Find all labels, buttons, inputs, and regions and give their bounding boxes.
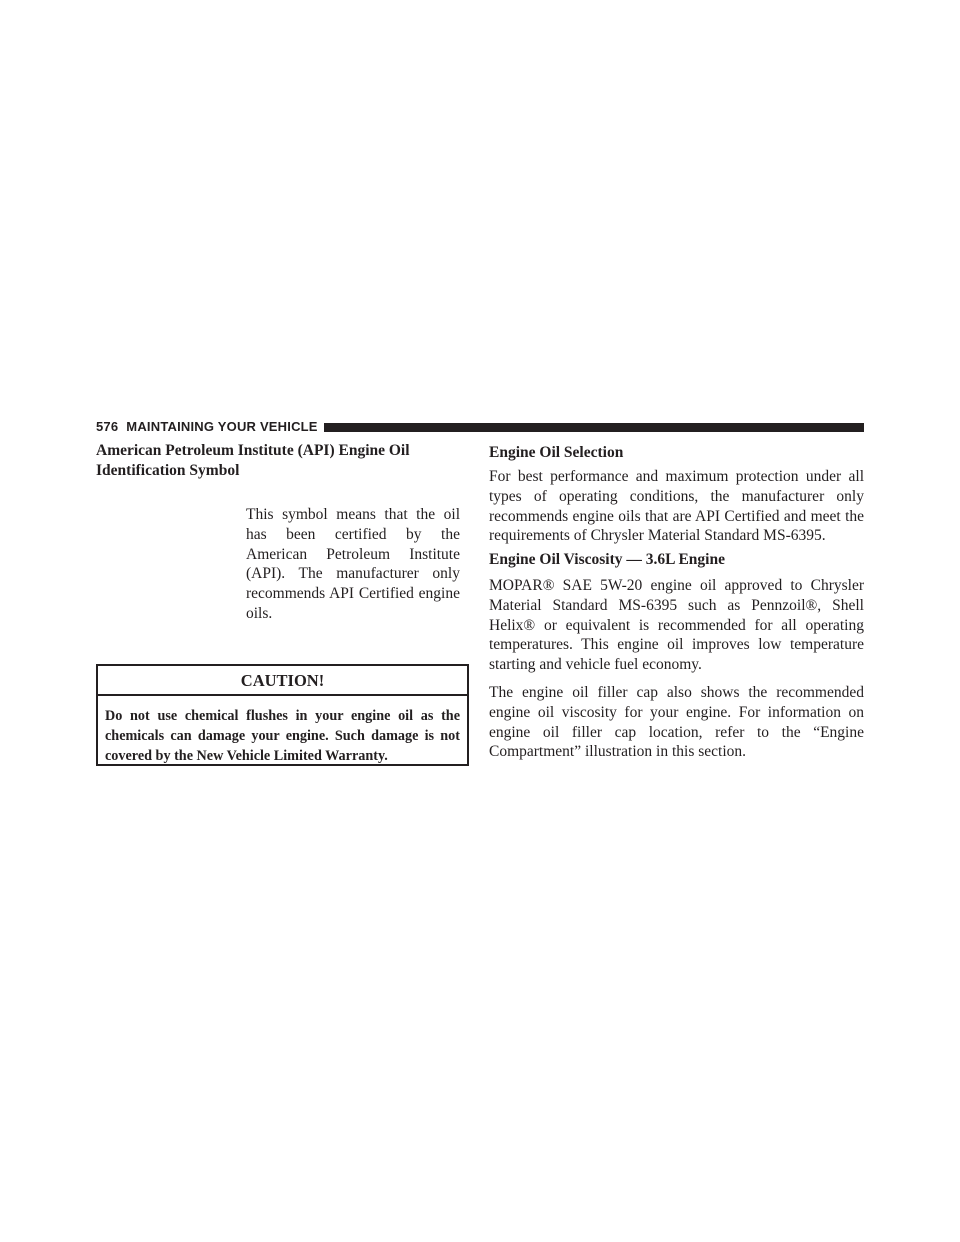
filler-cap-paragraph: The engine oil filler cap also shows the recommended engine oil viscosity for your engine. For information on engine oil filler cap location, refer to the “Engine Compartment” illustration in this section. bbox=[489, 684, 864, 761]
caution-box bbox=[96, 664, 469, 766]
oil-viscosity-paragraph: MOPAR® SAE 5W-20 engine oil approved to Chrysler Material Standard MS-6395 such as Pennzoil®, Shell Helix® or equivalent is recommended for all operating temperatures. This engine oil improves low temperature starting and vehicle fuel economy. bbox=[489, 577, 864, 674]
api-symbol-description: This symbol means that the oil has been certified by the American Petroleum Institute (API). The manufacturer only recommends API Certified engine oils. bbox=[246, 506, 460, 622]
caution-body: Do not use chemical flushes in your engine oil as the chemicals can damage your engine. Such damage is not covered by the New Vehicle Limited Warranty. bbox=[105, 708, 460, 764]
oil-selection-paragraph: For best performance and maximum protection under all types of operating conditions, the manufacturer only recommends engine oils that are API Certified and meet the requirements of Chrysler Material Standard MS-6395. bbox=[489, 468, 864, 545]
section-title: MAINTAINING YOUR VEHICLE bbox=[126, 419, 318, 434]
oil-viscosity-heading: Engine Oil Viscosity — 3.6L Engine bbox=[489, 551, 725, 568]
page-number: 576 bbox=[96, 419, 119, 434]
oil-selection-heading: Engine Oil Selection bbox=[489, 444, 624, 461]
page-header bbox=[96, 418, 864, 436]
caution-title: CAUTION! bbox=[98, 666, 467, 696]
header-rule bbox=[324, 423, 864, 432]
api-symbol-heading: American Petroleum Institute (API) Engine Oil Identification Symbol bbox=[96, 442, 410, 479]
